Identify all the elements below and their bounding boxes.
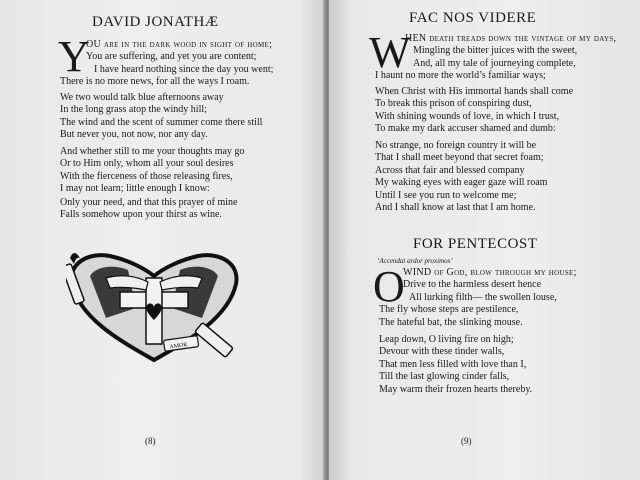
verse-line: And whether still to me your thoughts may go [60,146,245,157]
stanza-2 [379,334,532,396]
emblem-scroll-label: AMOR [169,342,188,351]
verse-line: The hateful bat, the slinking mouse. [379,316,523,328]
poem-title-fac-nos-videre: FAC NOS VIDERE [409,10,537,26]
page-number-left: (8) [145,436,156,446]
verse-line: And, all my tale of journeying complete, [413,57,576,69]
right-page [329,0,640,480]
poem-title-david-jonathae: DAVID JONATHÆ [92,14,219,30]
verse-line: Leap down, O living fire on high; [379,334,514,345]
verse-line: And I shall know at last that I am home. [375,202,536,214]
poem-title-for-pentecost: FOR PENTECOST [413,236,538,252]
verse-line: No strange, no foreign country it will be [375,140,537,151]
verse-line: With the fierceness of those releasing fires, [60,170,233,182]
epigraph: ‘Accendat ardor proximos’ [377,257,453,265]
verse-line: HEN death treads down the vintage of my days, [405,33,617,44]
stanza-1 [375,33,616,83]
page-number-right: (9) [461,436,472,446]
verse-line: The wind and the scent of summer come there still [60,116,263,128]
verse-line: Across that fair and blessed company [375,164,525,176]
verse-line: There is no more news, for all the ways I roam. [60,76,250,88]
verse-line: I have heard nothing since the day you went; [94,63,274,75]
stanza-1 [58,32,274,89]
verse-line: I haunt no more the world’s familiar ways; [375,70,546,82]
stanza-2 [375,86,573,136]
verse-line: WIND of God, blow through my house; [403,267,577,278]
stanza-4 [60,197,237,222]
stanza-3 [375,140,547,214]
verse-line: Devour with these tinder walls, [379,346,505,358]
drop-cap: Y [58,32,90,81]
verse-line: To make my dark accuser shamed and dumb: [375,123,556,135]
verse-line: Only your need, and that this prayer of mine [60,197,238,208]
verse-line: Drive to the harmless desert hence [403,279,542,291]
verse-line: May warm their frozen hearts thereby. [379,383,533,395]
drop-cap: W [369,28,411,77]
verse-line: With shining wounds of love, in which I trust, [375,110,560,122]
verse-line: I may not learn; little enough I know: [60,183,210,195]
verse-line: When Christ with His immortal hands shall come [375,86,574,97]
verse-line: You are suffering, and yet you are content; [86,51,257,63]
verse-line: The fly whose steps are pestilence, [379,304,519,316]
stanza-1 [379,267,577,329]
verse-line: That men less filled with love than I, [379,358,527,370]
verse-line: In the long grass atop the windy hill; [60,104,207,116]
verse-line: Or to Him only, whom all your soul desires [60,158,234,170]
verse-line: Till the last glowing cinder falls, [379,371,510,383]
heart-emblem-icon [66,248,242,364]
verse-line: All lurking filth— the swollen louse, [409,291,557,303]
verse-line: Falls somehow upon your thirst as wine. [60,209,222,221]
drop-cap: O [373,262,405,311]
verse-line: That I shall meet beyond that secret foam; [375,152,544,164]
verse-line: We two would talk blue afternoons away [60,92,224,103]
verse-line: My waking eyes with eager gaze will roam [375,177,548,189]
stanza-3 [60,146,244,196]
verse-line: To break this prison of conspiring dust, [375,98,532,110]
stanza-2 [60,92,262,142]
verse-line: Mingling the bitter juices with the sweet, [413,45,578,57]
verse-line: But never you, not now, nor any day. [60,129,208,141]
verse-line: OU are in the dark wood in sight of home; [86,39,273,50]
verse-line: Until I see you run to welcome me; [375,189,517,201]
